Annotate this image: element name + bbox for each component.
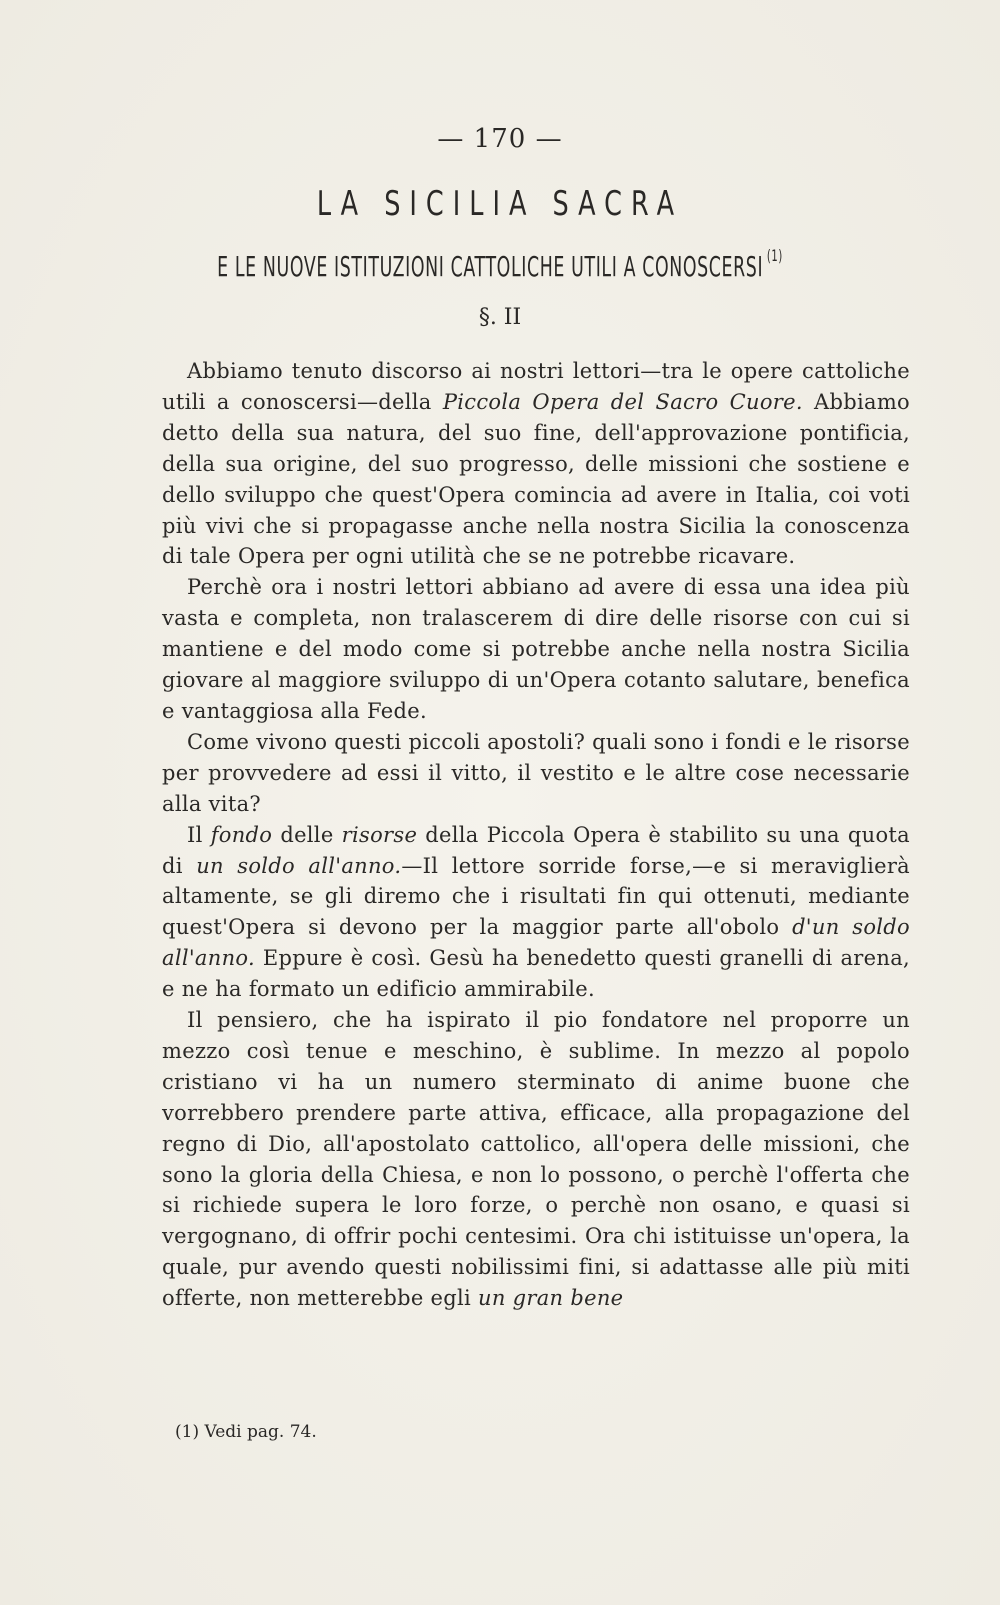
page-number: — 170 —: [437, 124, 563, 154]
text-run: Il: [187, 822, 211, 847]
section-heading: §. II: [478, 305, 522, 330]
text-run: Abbiamo detto della sua natura, del suo fine, dell'approvazione pontificia, della sua origine, del suo progresso, delle missioni che sostiene e dello sviluppo che quest'Opera comincia ad avere in Italia, coi voti più vivi che si propagasse anche nella nostra Sicilia la conoscenza di tale Opera per ogni utilità che se ne potrebbe ricavare.: [162, 389, 910, 569]
footnote: (1) Vedi pag. 74.: [175, 1422, 317, 1442]
text-run: Abbiamo tenuto discorso ai nostri lettori—tra le opere cattoliche utili a conoscersi—della: [162, 359, 910, 414]
paragraph: [162, 356, 910, 572]
text-run: Il pensiero, che ha ispirato il pio fondatore nel proporre un mezzo così tenue e meschino, è sublime. In mezzo al popolo cristiano vi ha un numero sterminato di anime buone che vorrebbero prendere parte attiva, efficace, alla propagazione del regno di Dio, all'apostolato cattolico, all'opera delle missioni, che sono la gloria della Chiesa, e non lo possono, o perchè l'offerta che si richiede supera le loro forze, o perchè non osano, e quasi si vergognano, di offrir pochi centesimi. Ora chi istituisse un'opera, la quale, pur avendo questi nobilissimi fini, si adattasse alle più miti offerte, non metterebbe egli: [162, 1008, 910, 1311]
italic-text: un soldo all'anno.: [196, 853, 402, 878]
text-run: Eppure è così. Gesù ha benedetto questi granelli di arena, e ne ha formato un edificio ammirabile.: [162, 946, 910, 1002]
page-title: LA SICILIA SACRA: [316, 184, 684, 224]
text-run: della Piccola Opera è stabilito su una quota di: [162, 822, 910, 878]
paragraph: [162, 572, 910, 727]
italic-text: fondo: [210, 822, 273, 847]
text-run: Come vivono questi piccoli apostoli? quali sono i fondi e le risorse per provvedere ad essi il vitto, il vestito e le altre cose necessarie alla vita?: [162, 729, 910, 816]
italic-text: un gran bene: [478, 1286, 624, 1311]
footnote-reference: (1): [766, 246, 783, 265]
text-run: Perchè ora i nostri lettori abbiano ad avere di essa una idea più vasta e completa, non tralascerem di dire delle risorse con cui si mantiene e del modo come si potrebbe anche nella nostra Sicilia giovare al maggiore sviluppo di un'Opera cotanto salutare, benefica e vantaggiosa alla Fede.: [162, 575, 910, 723]
paragraph: [162, 727, 910, 820]
subtitle-text: E LE NUOVE ISTITUZIONI CATTOLICHE UTILI A CONOSCERSI: [217, 250, 764, 283]
text-run: —Il lettore sorride forse,—e si meraviglierà altamente, se gli diremo che i risultati fin qui ottenuti, mediante quest'Opera si devono per la maggior parte all'obolo: [162, 853, 910, 940]
italic-text: d'un soldo all'anno.: [162, 915, 910, 971]
subtitle: [190, 246, 810, 283]
paragraph: [162, 820, 910, 1005]
italic-text: Piccola Opera del Sacro Cuore.: [442, 389, 803, 414]
text-run: delle: [272, 822, 342, 847]
paragraph: [162, 1005, 910, 1314]
body-text: [162, 356, 910, 1314]
italic-text: risorse: [341, 822, 418, 847]
